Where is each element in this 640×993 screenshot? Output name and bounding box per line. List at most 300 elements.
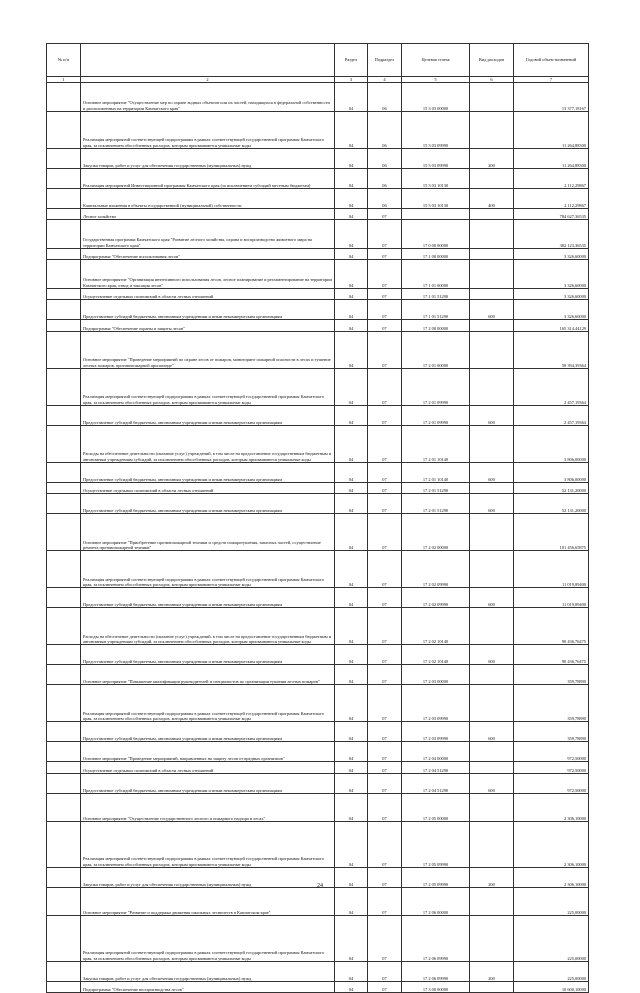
annual-amount-cell: 90 436,76475 [514,608,589,645]
row-number-cell [47,722,81,742]
expense-type-cell [470,111,514,148]
target-article-cell: 17 2 01 09990 [402,368,470,405]
expense-type-cell [470,514,514,551]
annual-amount-cell: 52 131,20000 [514,494,589,514]
row-number-cell [47,482,81,494]
target-article-cell: 17 0 00 00000 [402,220,470,249]
subsection-code-cell: 07 [368,793,402,822]
table-row [47,220,589,249]
section-code-cell: 04 [335,981,368,993]
header-name [81,44,335,77]
subsection-code-cell: 06 [368,148,402,168]
expense-type-cell [470,742,514,762]
expense-name-cell: Реализация мероприятий Инвестиционной программы Камчатского края (за исключением субсидий местным бюджетам) [81,168,335,188]
annual-amount-cell: 225,00000 [514,916,589,962]
subsection-code-cell: 07 [368,462,402,482]
annual-amount-cell: 101 456,65875 [514,514,589,551]
section-code-cell: 04 [335,331,368,368]
section-code-cell: 04 [335,742,368,762]
expense-type-cell: 200 [470,148,514,168]
annual-amount-cell: 3 326,60000 [514,300,589,320]
table-row [47,188,589,208]
expense-type-cell [470,793,514,822]
section-code-cell: 04 [335,793,368,822]
expense-type-cell [470,331,514,368]
expense-name-cell: Осуществление отдельных полномочий в области лесных отношений [81,762,335,774]
section-code-cell: 04 [335,494,368,514]
subsection-code-cell: 07 [368,482,402,494]
subsection-code-cell: 06 [368,111,402,148]
expense-name-cell: Реализация мероприятий соответствующей подпрограммы в рамках соответствующей государственной программы Камчатского края, за исключением обособленных расходов, которым присваиваются уникальные коды [81,916,335,962]
table-row [47,685,589,722]
target-article-cell: 17 2 01 09990 [402,405,470,425]
section-code-cell: 04 [335,462,368,482]
table-row [47,208,589,220]
expense-name-cell: Расходы на обеспечение деятельности (оказание услуг) учреждений, в том числе на предоставление государственным бюджетным и автономным учреждениям субсидий, за исключением обособленных расходов, которым присваиваются уникальные коды [81,608,335,645]
table-row [47,762,589,774]
annual-amount-cell: 2 457,19364 [514,368,589,405]
table-row [47,148,589,168]
expense-name-cell: Основное мероприятие "Осуществление мер по охране водных объектов или их частей, находящихся в федеральной собственности и расположенных на территории Камчатского края" [81,83,335,112]
table-row [47,722,589,742]
expense-name-cell: Капитальные вложения в объекты государственной (муниципальной) собственности [81,188,335,208]
section-code-cell: 04 [335,822,368,868]
expense-name-cell: Реализация мероприятий соответствующей подпрограммы в рамках соответствующей государственной программы Камчатского края, за исключением обособленных расходов, которым присваиваются уникальные коды [81,368,335,405]
subsection-code-cell: 07 [368,425,402,462]
subsection-code-cell: 07 [368,773,402,793]
row-number-cell [47,188,81,208]
target-article-cell: 17 2 04 51290 [402,773,470,793]
annual-amount-cell: 11 264,88300 [514,148,589,168]
expense-type-cell [470,482,514,494]
budget-table [46,43,589,993]
subsection-code-cell: 07 [368,260,402,289]
expense-type-cell [470,981,514,993]
target-article-cell: 17 2 05 09990 [402,822,470,868]
table-row [47,331,589,368]
section-code-cell: 04 [335,368,368,405]
expense-name-cell: Подпрограмма "Обеспечение воспроизводства лесов" [81,981,335,993]
annual-amount-cell: 359,78890 [514,685,589,722]
subsection-code-cell: 07 [368,822,402,868]
table-row [47,551,589,588]
row-number-cell [47,148,81,168]
table-row [47,482,589,494]
target-article-cell: 17 2 03 00000 [402,665,470,685]
expense-name-cell: Предоставление субсидий бюджетным, автономным учреждениям и иным некоммерческим организациям [81,405,335,425]
table-row [47,916,589,962]
expense-name-cell: Реализация мероприятий соответствующей подпрограммы в рамках соответствующей государственной программы Камчатского края, за исключением обособленных расходов, которым присваиваются уникальные коды [81,685,335,722]
expense-type-cell: 200 [470,867,514,887]
row-number-cell [47,887,81,916]
section-code-cell: 04 [335,248,368,260]
annual-amount-cell: 972,50000 [514,773,589,793]
column-number: 6 [470,77,514,83]
section-code-cell: 04 [335,773,368,793]
annual-amount-cell: 225,00000 [514,887,589,916]
section-code-cell: 04 [335,83,368,112]
column-number: 4 [368,77,402,83]
target-article-cell: 17 2 06 09990 [402,916,470,962]
subsection-code-cell: 07 [368,916,402,962]
expense-name-cell: Предоставление субсидий бюджетным, автономным учреждениям и иным некоммерческим организациям [81,494,335,514]
subsection-code-cell: 07 [368,608,402,645]
header-section: Раздел [335,44,368,77]
row-number-cell [47,368,81,405]
row-number-cell [47,331,81,368]
row-number-cell [47,645,81,665]
section-code-cell: 04 [335,220,368,249]
header-annual-amount: Годовой объем назначений [514,44,589,77]
subsection-code-cell: 06 [368,168,402,188]
table-row [47,514,589,551]
expense-type-cell [470,551,514,588]
section-code-cell: 04 [335,482,368,494]
row-number-cell [47,405,81,425]
target-article-cell: 17 2 04 51290 [402,762,470,774]
subsection-code-cell: 07 [368,208,402,220]
expense-name-cell: Предоставление субсидий бюджетным, автономным учреждениям и иным некоммерческим организациям [81,300,335,320]
target-article-cell: 15 3 03 10130 [402,168,470,188]
expense-name-cell: Предоставление субсидий бюджетным, автономным учреждениям и иным некоммерческим организациям [81,462,335,482]
section-code-cell: 04 [335,111,368,148]
expense-name-cell: Основное мероприятие "Развитие и поддержка движения школьных лесничеств в Камчатском крае" [81,887,335,916]
expense-type-cell [470,762,514,774]
target-article-cell: 17 2 02 10140 [402,608,470,645]
target-article-cell: 17 2 02 00000 [402,514,470,551]
expense-type-cell [470,822,514,868]
annual-amount-cell: 10 600,10000 [514,981,589,993]
annual-amount-cell: 3 326,60000 [514,288,589,300]
expense-name-cell: Подпрограмма "Обеспечение использования лесов" [81,248,335,260]
annual-amount-cell: 52 131,20000 [514,482,589,494]
expense-type-cell [470,208,514,220]
table-row [47,773,589,793]
expense-name-cell: Основное мероприятие "Приобретение противопожарной техники и средств пожаротушения, запасных частей, осуществление ремонта противопожарной техники" [81,514,335,551]
annual-amount-cell: 11 019,89400 [514,551,589,588]
row-number-cell [47,260,81,289]
annual-amount-cell: 3 806,00000 [514,462,589,482]
subsection-code-cell: 07 [368,220,402,249]
annual-amount-cell: 90 436,76475 [514,645,589,665]
target-article-cell: 17 2 03 09990 [402,685,470,722]
table-row [47,83,589,112]
table-row [47,288,589,300]
row-number-cell [47,288,81,300]
expense-name-cell: Основное мероприятие "Организация интенсивного использования лесов, лесное планирование и регламентирование на территории Камчатского края, отвод и таксация лесов" [81,260,335,289]
annual-amount-cell: 2 112,29867 [514,188,589,208]
subsection-code-cell: 07 [368,405,402,425]
row-number-cell [47,822,81,868]
section-code-cell: 04 [335,551,368,588]
section-code-cell: 04 [335,300,368,320]
table-row [47,665,589,685]
section-code-cell: 04 [335,762,368,774]
expense-name-cell: Основное мероприятие "Повышение квалификации руководителей и специалистов по организации тушения лесных пожаров" [81,665,335,685]
table-row [47,494,589,514]
subsection-code-cell: 07 [368,645,402,665]
subsection-code-cell: 07 [368,588,402,608]
table-row [47,822,589,868]
table-body [47,83,589,993]
expense-type-cell [470,288,514,300]
subsection-code-cell: 07 [368,762,402,774]
column-number: 7 [514,77,589,83]
row-number-cell [47,462,81,482]
row-number-cell [47,514,81,551]
expense-type-cell [470,685,514,722]
subsection-code-cell: 07 [368,742,402,762]
expense-type-cell [470,168,514,188]
expense-type-cell: 400 [470,188,514,208]
section-code-cell: 04 [335,867,368,887]
expense-name-cell: Подпрограмма "Обеспечение охраны и защиты лесов" [81,320,335,332]
table-row [47,645,589,665]
subsection-code-cell: 07 [368,722,402,742]
annual-amount-cell: 58 394,39364 [514,331,589,368]
row-number-cell [47,83,81,112]
table-row [47,425,589,462]
section-code-cell: 04 [335,168,368,188]
row-number-cell [47,300,81,320]
table-row [47,793,589,822]
expense-name-cell: Закупка товаров, работ и услуг для обеспечения государственных (муниципальных) нужд [81,961,335,981]
expense-name-cell: Основное мероприятие "Проведение мероприятий по охране лесов от пожаров, мониторинг пожарной опасности в лесах и тушение лесных пожаров, противопожарной пропаганде" [81,331,335,368]
section-code-cell: 04 [335,425,368,462]
expense-type-cell: 600 [470,494,514,514]
table-header [47,44,589,83]
expense-type-cell: 200 [470,961,514,981]
section-code-cell: 04 [335,645,368,665]
row-number-cell [47,208,81,220]
expense-type-cell [470,260,514,289]
expense-type-cell: 600 [470,300,514,320]
subsection-code-cell: 07 [368,685,402,722]
expense-type-cell [470,220,514,249]
annual-amount-cell: 3 806,00000 [514,425,589,462]
expense-name-cell: Основное мероприятие "Проведение мероприятий, направленных на защиту лесов от вредных организмов" [81,742,335,762]
table-row [47,961,589,981]
section-code-cell: 04 [335,608,368,645]
row-number-cell [47,248,81,260]
row-number-cell [47,981,81,993]
expense-type-cell [470,320,514,332]
subsection-code-cell: 07 [368,300,402,320]
section-code-cell: 04 [335,961,368,981]
table-row [47,260,589,289]
row-number-cell [47,916,81,962]
target-article-cell: 17 2 02 10140 [402,645,470,665]
subsection-code-cell: 07 [368,665,402,685]
target-article-cell: 17 2 01 00000 [402,331,470,368]
row-number-cell [47,608,81,645]
expense-type-cell [470,368,514,405]
table-row [47,111,589,148]
annual-amount-cell: 972,50000 [514,762,589,774]
section-code-cell: 04 [335,288,368,300]
annual-amount-cell: 359,78890 [514,665,589,685]
expense-type-cell: 600 [470,588,514,608]
section-code-cell: 04 [335,148,368,168]
expense-name-cell: Государственная программа Камчатского края "Развитие лесного хозяйства, охрана и воспроизводство животного мира на территории Камчатского края" [81,220,335,249]
row-number-cell [47,762,81,774]
annual-amount-cell: 3 326,60000 [514,260,589,289]
target-article-cell: 15 3 03 09990 [402,111,470,148]
row-number-cell [47,494,81,514]
expense-name-cell: Лесное хозяйство [81,208,335,220]
table-row [47,248,589,260]
target-article-cell: 17 2 05 00000 [402,793,470,822]
table-row [47,462,589,482]
table-row [47,887,589,916]
table-row [47,368,589,405]
subsection-code-cell: 07 [368,320,402,332]
table-row [47,168,589,188]
section-code-cell: 04 [335,260,368,289]
table-row [47,742,589,762]
section-code-cell: 04 [335,887,368,916]
annual-amount-cell: 784 627,36535 [514,208,589,220]
target-article-cell: 17 1 00 00000 [402,248,470,260]
target-article-cell: 17 2 02 09990 [402,551,470,588]
page-number: 24 [317,883,323,889]
column-number: 5 [402,77,470,83]
subsection-code-cell: 07 [368,248,402,260]
expense-type-cell [470,425,514,462]
target-article-cell: 17 2 02 09990 [402,588,470,608]
target-article-cell: 15 3 03 09990 [402,148,470,168]
section-code-cell: 04 [335,588,368,608]
expense-type-cell: 600 [470,405,514,425]
row-number-cell [47,111,81,148]
section-code-cell: 04 [335,405,368,425]
row-number-cell [47,425,81,462]
annual-amount-cell: 225,00000 [514,961,589,981]
expense-type-cell [470,887,514,916]
row-number-cell [47,685,81,722]
subsection-code-cell: 06 [368,188,402,208]
header-expense-type: Вид расходов [470,44,514,77]
target-article-cell: 17 2 04 00000 [402,742,470,762]
annual-amount-cell: 2 306,10000 [514,822,589,868]
annual-amount-cell: 11 019,89400 [514,588,589,608]
expense-name-cell: Осуществление отдельных полномочий в области лесных отношений [81,482,335,494]
table-row [47,405,589,425]
annual-amount-cell: 2 306,10000 [514,793,589,822]
row-number-cell [47,961,81,981]
annual-amount-cell: 3 326,60000 [514,248,589,260]
expense-type-cell [470,916,514,962]
annual-amount-cell: 382 123,36535 [514,220,589,249]
section-code-cell: 04 [335,514,368,551]
section-code-cell: 04 [335,665,368,685]
target-article-cell [402,208,470,220]
target-article-cell: 17 2 00 00000 [402,320,470,332]
expense-name-cell: Реализация мероприятий соответствующей подпрограммы в рамках соответствующей государственной программы Камчатского края, за исключением обособленных расходов, которым присваиваются уникальные коды [81,822,335,868]
expense-name-cell: Предоставление субсидий бюджетным, автономным учреждениям и иным некоммерческим организациям [81,773,335,793]
target-article-cell: 17 2 01 51290 [402,482,470,494]
section-code-cell: 04 [335,320,368,332]
expense-type-cell: 600 [470,722,514,742]
row-number-cell [47,168,81,188]
table-row [47,981,589,993]
subsection-code-cell: 07 [368,981,402,993]
expense-type-cell [470,608,514,645]
target-article-cell: 17 2 01 51290 [402,494,470,514]
target-article-cell: 17 2 06 09990 [402,961,470,981]
subsection-code-cell: 07 [368,551,402,588]
expense-name-cell: Предоставление субсидий бюджетным, автономным учреждениям и иным некоммерческим организациям [81,722,335,742]
expense-name-cell: Предоставление субсидий бюджетным, автономным учреждениям и иным некоммерческим организациям [81,588,335,608]
target-article-cell: 17 2 05 09990 [402,867,470,887]
section-code-cell: 04 [335,722,368,742]
expense-name-cell: Осуществление отдельных полномочий в области лесных отношений [81,288,335,300]
subsection-code-cell: 07 [368,368,402,405]
target-article-cell: 17 2 01 10140 [402,425,470,462]
target-article-cell: 17 2 01 10140 [402,462,470,482]
annual-amount-cell: 165 314,44129 [514,320,589,332]
expense-name-cell: Закупка товаров, работ и услуг для обеспечения государственных (муниципальных) нужд [81,867,335,887]
target-article-cell: 17 1 01 51290 [402,300,470,320]
subsection-code-cell: 07 [368,288,402,300]
column-number: 2 [81,77,335,83]
annual-amount-cell: 13 377,18167 [514,83,589,112]
table-row [47,320,589,332]
expense-type-cell: 600 [470,773,514,793]
subsection-code-cell: 06 [368,83,402,112]
row-number-cell [47,742,81,762]
row-number-cell [47,551,81,588]
subsection-code-cell: 07 [368,887,402,916]
expense-type-cell [470,83,514,112]
row-number-cell [47,320,81,332]
section-code-cell: 04 [335,208,368,220]
target-article-cell: 17 1 01 51290 [402,288,470,300]
row-number-cell [47,220,81,249]
expense-type-cell [470,248,514,260]
table-row [47,588,589,608]
table-row [47,300,589,320]
header-target-article: Целевая статья [402,44,470,77]
subsection-code-cell: 07 [368,494,402,514]
header-subsection: Подраздел [368,44,402,77]
annual-amount-cell: 2 112,29867 [514,168,589,188]
subsection-code-cell: 07 [368,867,402,887]
target-article-cell: 15 3 03 00000 [402,83,470,112]
header-number: № п/п [47,44,81,77]
section-code-cell: 04 [335,188,368,208]
expense-name-cell: Реализация мероприятий соответствующей подпрограммы в рамках соответствующей государственной программы Камчатского края, за исключением обособленных расходов, которым присваиваются уникальные коды [81,111,335,148]
subsection-code-cell: 07 [368,961,402,981]
row-number-cell [47,773,81,793]
row-number-cell [47,588,81,608]
column-number: 3 [335,77,368,83]
expense-type-cell: 600 [470,645,514,665]
table-row [47,608,589,645]
expense-name-cell: Основное мероприятие "Осуществление государственного лесного и пожарного надзора в лесах" [81,793,335,822]
row-number-cell [47,665,81,685]
expense-name-cell: Реализация мероприятий соответствующей подпрограммы в рамках соответствующей государственной программы Камчатского края, за исключением обособленных расходов, которым присваиваются уникальные коды [81,551,335,588]
annual-amount-cell: 2 457,19364 [514,405,589,425]
annual-amount-cell: 2 306,10000 [514,867,589,887]
expense-name-cell: Расходы на обеспечение деятельности (оказание услуг) учреждений, в том числе на предоставление государственным бюджетным и автономным учреждениям субсидий, за исключением обособленных расходов, которым присваиваются уникальные коды [81,425,335,462]
annual-amount-cell: 359,78890 [514,722,589,742]
row-number-cell [47,793,81,822]
expense-name-cell: Предоставление субсидий бюджетным, автономным учреждениям и иным некоммерческим организациям [81,645,335,665]
expense-type-cell: 600 [470,462,514,482]
column-number: 1 [47,77,81,83]
target-article-cell: 17 1 01 00000 [402,260,470,289]
